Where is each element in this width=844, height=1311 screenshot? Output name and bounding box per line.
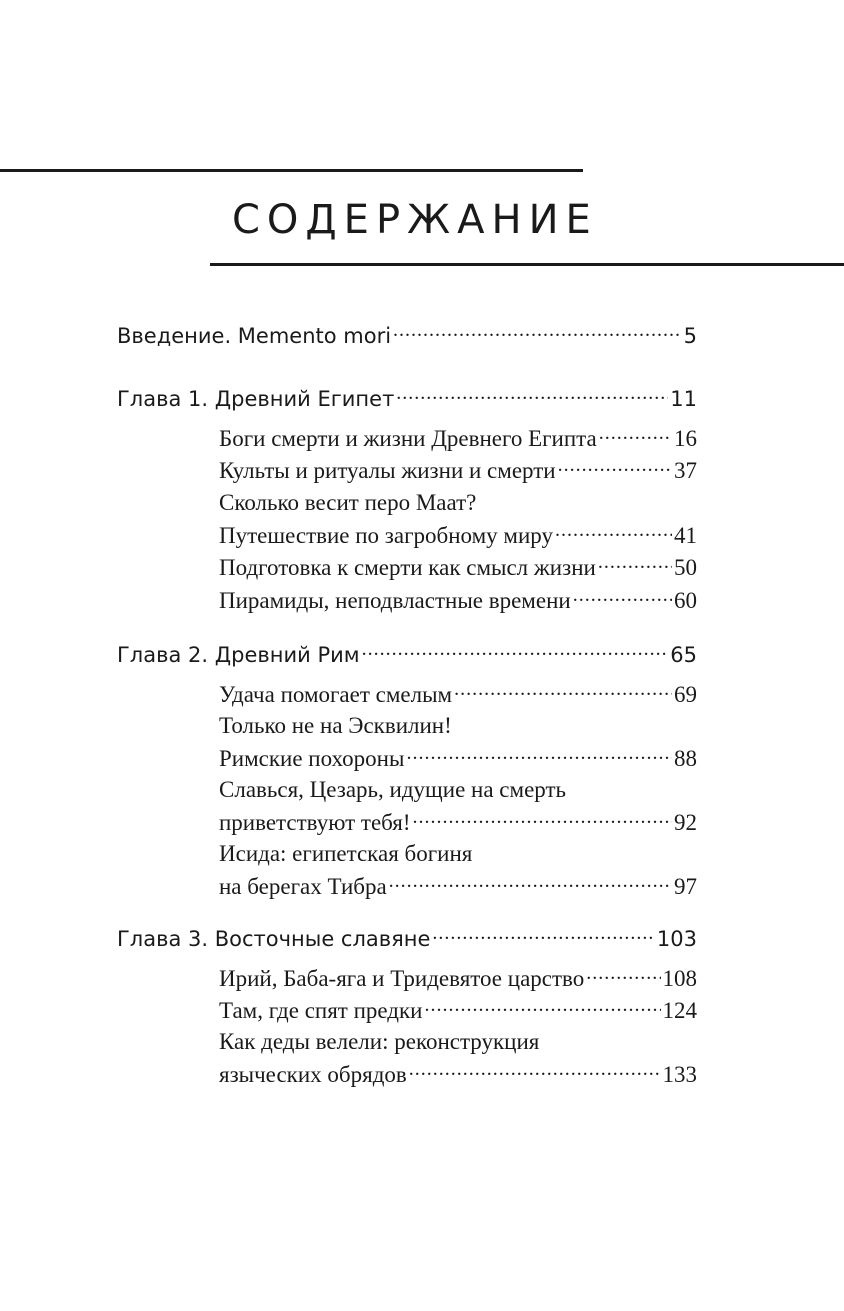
toc-page-number: 103 — [656, 927, 697, 951]
toc-page-number: 37 — [674, 458, 697, 483]
dot-leader — [573, 585, 672, 608]
top-rule — [0, 169, 583, 172]
toc-section-label: Культы и ритуалы жизни и смерти — [219, 458, 556, 483]
dot-leader — [413, 807, 672, 830]
toc-page-number: 88 — [674, 746, 697, 771]
toc-section-label: приветствуют тебя! — [219, 810, 411, 835]
toc-chapter-3[interactable] — [117, 924, 697, 954]
toc-chapter-2[interactable] — [117, 640, 697, 670]
toc-entry-label: Введение. Memento mori — [117, 324, 392, 348]
toc-section[interactable] — [219, 585, 697, 616]
toc-section[interactable] — [219, 995, 697, 1026]
toc-page-number: 11 — [670, 387, 697, 411]
dot-leader — [396, 385, 668, 406]
dot-leader — [409, 1059, 661, 1082]
toc-section-label: Удача помогает смелым — [219, 682, 453, 707]
toc-section-label: языческих обрядов — [219, 1062, 407, 1087]
toc-page-number: 92 — [674, 810, 697, 835]
dot-leader — [586, 963, 660, 986]
toc-page-number: 65 — [670, 643, 697, 667]
toc-section[interactable] — [219, 871, 697, 902]
dot-leader — [389, 871, 672, 894]
dot-leader — [454, 679, 672, 702]
toc-section[interactable] — [219, 1059, 697, 1090]
toc-page-number: 124 — [662, 998, 697, 1023]
toc-chapter-label: Глава 3. Восточные славяне — [117, 927, 431, 951]
toc-page-number: 97 — [674, 874, 697, 899]
toc-page-number: 16 — [674, 426, 697, 451]
toc-section[interactable] — [219, 963, 697, 994]
toc-section[interactable] — [219, 423, 697, 454]
toc-section-label: Подготовка к смерти как смысл жизни — [219, 555, 596, 580]
toc-section[interactable] — [219, 455, 697, 486]
dot-leader — [555, 520, 672, 543]
toc-section-label: Ирий, Баба-яга и Тридевятое царство — [219, 966, 585, 991]
toc-section-label: Боги смерти и жизни Древнего Египта — [219, 426, 597, 451]
dot-leader — [599, 423, 672, 446]
toc-section-line1[interactable]: Только не на Эсквилин! — [219, 713, 452, 738]
dot-leader — [393, 322, 682, 343]
toc-section[interactable] — [219, 520, 697, 551]
toc-page-number: 133 — [662, 1062, 697, 1087]
toc-page-number: 50 — [674, 555, 697, 580]
toc-section[interactable] — [219, 743, 697, 774]
dot-leader — [598, 552, 672, 575]
toc-section-line1[interactable]: Исида: египетская богиня — [219, 841, 473, 866]
toc-section-label: на берегах Тибра — [219, 874, 387, 899]
dot-leader — [432, 925, 654, 946]
dot-leader — [406, 743, 672, 766]
toc-section-label: Римские похороны — [219, 746, 405, 771]
toc-section-line1[interactable]: Сколько весит перо Маат? — [219, 490, 477, 515]
page-title: СОДЕРЖАНИЕ — [232, 197, 598, 243]
toc-section[interactable] — [219, 807, 697, 838]
toc-section[interactable] — [219, 552, 697, 583]
dot-leader — [362, 641, 669, 662]
toc-chapter-label: Глава 2. Древний Рим — [117, 643, 360, 667]
toc-page-number: 5 — [683, 324, 697, 348]
dot-leader — [425, 995, 661, 1018]
toc-page-number: 60 — [674, 588, 697, 613]
toc-section-line1[interactable]: Славься, Цезарь, идущие на смерть — [219, 777, 567, 802]
bottom-rule — [210, 263, 844, 266]
toc-chapter-label: Глава 1. Древний Египет — [117, 387, 395, 411]
toc-chapter-1[interactable] — [117, 384, 697, 414]
toc-page-number: 69 — [674, 682, 697, 707]
toc-section-label: Путешествие по загробному миру — [219, 523, 553, 548]
toc-page-number: 108 — [662, 966, 697, 991]
toc-page-number: 41 — [674, 523, 697, 548]
toc-section-line1[interactable]: Как деды велели: реконструкция — [219, 1029, 540, 1054]
toc-intro[interactable] — [117, 321, 697, 351]
toc-section-label: Пирамиды, неподвластные времени — [219, 588, 571, 613]
dot-leader — [558, 455, 672, 478]
toc-section-label: Там, где спят предки — [219, 998, 423, 1023]
toc-section[interactable] — [219, 679, 697, 710]
